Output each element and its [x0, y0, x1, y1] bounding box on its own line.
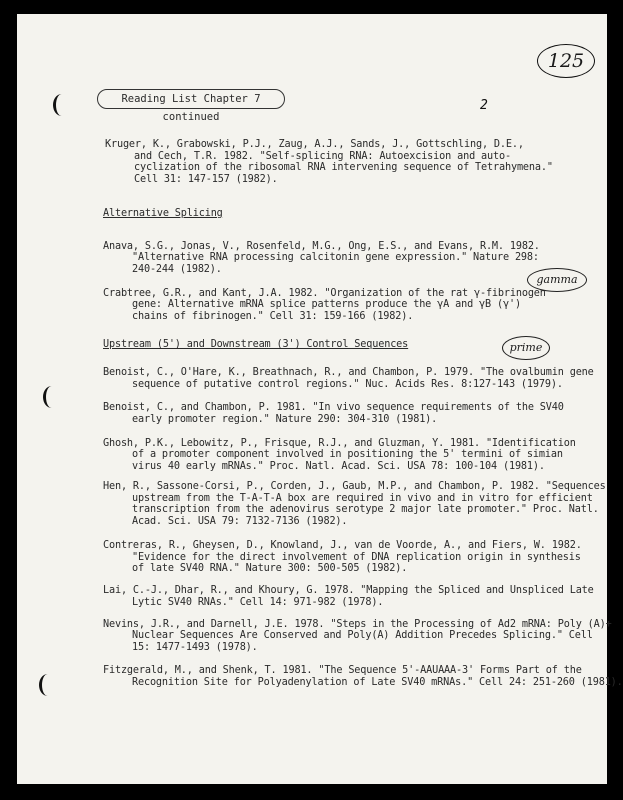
section-heading-control-sequences: Upstream (5') and Downstream (3') Control Sequences [103, 339, 409, 350]
nevins-line-2: Nuclear Sequences Are Conserved and Poly(A) Addition Precedes Splicing." Cell [132, 630, 593, 641]
benoist-1981-line-1: Benoist, C., and Chambon, P. 1981. "In vivo sequence requirements of the SV40 [103, 402, 564, 413]
hen-line-3: transcription from the adenovirus serotype 2 major late promoter." Proc. Natl. [132, 504, 599, 515]
section-heading-alternative-splicing: Alternative Splicing [103, 208, 223, 219]
nevins-line-1: Nevins, J.R., and Darnell, J.E. 1978. "Steps in the Processing of Ad2 mRNA: Poly (A)+ [103, 619, 612, 630]
ghosh-line-1: Ghosh, P.K., Lebowitz, P., Frisque, R.J., and Gluzman, Y. 1981. "Identification [103, 438, 576, 449]
binder-mark-middle [43, 386, 60, 408]
binder-mark-top [53, 94, 70, 116]
kruger-line-3: cyclization of the ribosomal RNA intervening sequence of Tetrahymena." [134, 162, 553, 173]
prime-annotation: prime [502, 336, 550, 360]
kruger-line-1: Kruger, K., Grabowski, P.J., Zaug, A.J., Sands, J., Gottschling, D.E., [105, 139, 524, 150]
gamma-annotation: gamma [527, 268, 587, 292]
nevins-line-3: 15: 1477-1493 (1978). [132, 642, 258, 653]
ghosh-line-2: of a promoter component involved in positioning the 5' termini of simian [132, 449, 563, 460]
header-scribble: 2 [480, 98, 488, 113]
fitzgerald-line-1: Fitzgerald, M., and Shenk, T. 1981. "The Sequence 5'-AAUAAA-3' Forms Part of the [103, 665, 582, 676]
contreras-line-2: "Evidence for the direct involvement of DNA replication origin in synthesis [132, 552, 581, 563]
binder-mark-bottom [39, 674, 56, 696]
lai-line-2: Lytic SV40 RNAs." Cell 14: 971-982 (1978). [132, 597, 384, 608]
fitzgerald-line-2: Recognition Site for Polyadenylation of Late SV40 mRNAs." Cell 24: 251-260 (1981). [132, 677, 623, 688]
hen-line-2: upstream from the T-A-T-A box are required in vivo and in vitro for efficient [132, 493, 593, 504]
benoist-1979-line-1: Benoist, C., O'Hare, K., Breathnach, R., and Chambon, P. 1979. "The ovalbumin gene [103, 367, 594, 378]
kruger-line-2: and Cech, T.R. 1982. "Self-splicing RNA: Autoexcision and auto- [134, 151, 511, 162]
benoist-1979-line-2: sequence of putative control regions." Nuc. Acids Res. 8:127-143 (1979). [132, 379, 563, 390]
benoist-1981-line-2: early promoter region." Nature 290: 304-310 (1981). [132, 414, 438, 425]
lai-line-1: Lai, C.-J., Dhar, R., and Khoury, G. 1978. "Mapping the Spliced and Unspliced Late [103, 585, 594, 596]
crabtree-line-2: gene: Alternative mRNA splice patterns produce the γA and γB (γ') [132, 299, 521, 310]
hen-line-1: Hen, R., Sassone-Corsi, P., Corden, J., Gaub, M.P., and Chambon, P. 1982. "Sequences [103, 481, 606, 492]
contreras-line-3: of late SV40 RNA." Nature 300: 500-505 (1982). [132, 563, 408, 574]
ghosh-line-3: virus 40 early mRNAs." Proc. Natl. Acad. Sci. USA 78: 100-104 (1981). [132, 461, 545, 472]
header-box: Reading List Chapter 7 continued [97, 89, 285, 109]
anava-line-3: 240-244 (1982). [132, 264, 222, 275]
crabtree-line-3: chains of fibrinogen." Cell 31: 159-166 (1982). [132, 311, 414, 322]
page-number: 125 [537, 44, 595, 78]
crabtree-line-1: Crabtree, G.R., and Kant, J.A. 1982. "Organization of the rat γ-fibrinogen [103, 288, 546, 299]
hen-line-4: Acad. Sci. USA 79: 7132-7136 (1982). [132, 516, 348, 527]
document-page [17, 14, 623, 784]
kruger-line-4: Cell 31: 147-157 (1982). [134, 174, 278, 185]
anava-line-2: "Alternative RNA processing calcitonin gene expression." Nature 298: [132, 252, 539, 263]
contreras-line-1: Contreras, R., Gheysen, D., Knowland, J., van de Voorde, A., and Fiers, W. 1982. [103, 540, 582, 551]
anava-line-1: Anava, S.G., Jonas, V., Rosenfeld, M.G., Ong, E.S., and Evans, R.M. 1982. [103, 241, 540, 252]
